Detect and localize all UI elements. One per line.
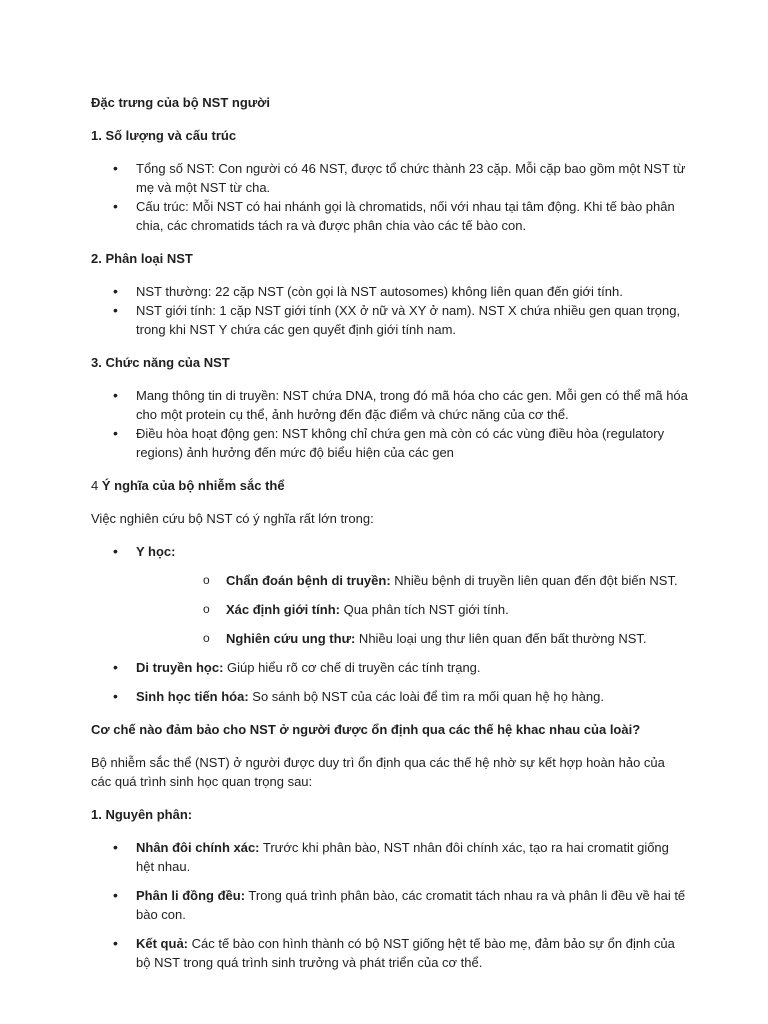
list-item: • NST giới tính: 1 cặp NST giới tính (XX ở nữ và XY ở nam). NST X chứa nhiều gen quan trọng, trong khi NST Y chứa các gen quyết định giới tính nam.: [91, 301, 688, 339]
question-heading: Cơ chế nào đảm bảo cho NST ở người được ổn định qua các thế hệ khac nhau của loài?: [91, 722, 641, 737]
sub-list-item: [136, 629, 688, 648]
nguyen-phan-list: [91, 838, 688, 972]
list-item: [91, 886, 688, 924]
item-label: Di truyền học:: [136, 660, 224, 675]
sub-item-label: Nghiên cứu ung thư:: [226, 631, 356, 646]
sub-item-label: Xác định giới tính:: [226, 602, 340, 617]
list-item: • Mang thông tin di truyền: NST chứa DNA, trong đó mã hóa cho các gen. Mỗi gen có thể mã hóa cho một protein cụ thể, ảnh hưởng đến đặc điểm và chức năng của cơ thể.: [91, 386, 688, 424]
list-item: [91, 542, 688, 648]
item-text: Trong quá trình phân bào, các cromatit tách nhau ra và phân li đều về hai tế bào con.: [136, 888, 686, 922]
section-4-list: [91, 542, 688, 706]
document-title: Đặc trưng của bộ NST người: [91, 95, 271, 110]
item-label: Nhân đôi chính xác:: [136, 840, 260, 855]
item-text: Trước khi phân bào, NST nhân đôi chính xác, tạo ra hai cromatit giống hệt nhau.: [136, 840, 669, 874]
y-hoc-sublist: [136, 571, 688, 648]
section-4-number: 4: [91, 478, 102, 493]
item-label: Phân li đồng đều:: [136, 888, 246, 903]
list-item: • NST thường: 22 cặp NST (còn gọi là NST autosomes) không liên quan đến giới tính.: [91, 282, 688, 301]
sub-item-label: Chẩn đoán bệnh di truyền:: [226, 573, 391, 588]
item-text: So sánh bộ NST của các loài để tìm ra mối quan hệ họ hàng.: [248, 689, 604, 704]
section-1-list: [91, 159, 688, 235]
item-text: Các tế bào con hình thành có bộ NST giống hệt tế bào mẹ, đảm bảo sự ổn định của bộ NST trong quá trình sinh trưởng và phát triển của cơ thể.: [136, 936, 675, 970]
item-text: Giúp hiểu rõ cơ chế di truyền các tính trạng.: [223, 660, 481, 675]
sub-list-item: [136, 600, 688, 619]
section-4-intro: Việc nghiên cứu bộ NST có ý nghĩa rất lớn trong:: [91, 511, 374, 526]
list-item: [91, 687, 688, 706]
list-item: [91, 658, 688, 677]
sub-item-text: Qua phân tích NST giới tính.: [339, 602, 509, 617]
section-4-heading: [91, 476, 688, 495]
list-item: [91, 934, 688, 972]
list-item: • Tổng số NST: Con người có 46 NST, được tổ chức thành 23 cặp. Mỗi cặp bao gồm một NST từ mẹ và một NST từ cha.: [91, 159, 688, 197]
section-4-title: Ý nghĩa của bộ nhiễm sắc thể: [101, 478, 285, 493]
list-item: • Cấu trúc: Mỗi NST có hai nhánh gọi là chromatids, nối với nhau tại tâm động. Khi tế bào phân chia, các chromatids tách ra và được phân chia vào các tế bào con.: [91, 197, 688, 235]
item-label: Kết quả:: [136, 936, 188, 951]
sub-list-item: [136, 571, 688, 590]
section-3-list: [91, 386, 688, 462]
section-2-list: [91, 282, 688, 339]
y-hoc-label: Y học:: [136, 544, 176, 559]
sub-item-text: Nhiều loại ung thư liên quan đến bất thường NST.: [355, 631, 647, 646]
item-label: Sinh học tiến hóa:: [136, 689, 249, 704]
sub-item-text: Nhiều bệnh di truyền liên quan đến đột biến NST.: [390, 573, 678, 588]
nguyen-phan-heading: 1. Nguyên phân:: [91, 807, 193, 822]
section-2-heading: 2. Phân loại NST: [91, 251, 193, 266]
question-intro: Bộ nhiễm sắc thể (NST) ở người được duy trì ổn định qua các thế hệ nhờ sự kết hợp hoàn hảo của các quá trình sinh học quan trọng sau:: [91, 755, 665, 789]
list-item: • Điều hòa hoạt động gen: NST không chỉ chứa gen mà còn có các vùng điều hòa (regulatory regions) ảnh hưởng đến mức độ biểu hiện của các gen: [91, 424, 688, 462]
section-3-heading: 3. Chức năng của NST: [91, 355, 230, 370]
list-item: [91, 838, 688, 876]
section-1-heading: 1. Số lượng và cấu trúc: [91, 128, 237, 143]
